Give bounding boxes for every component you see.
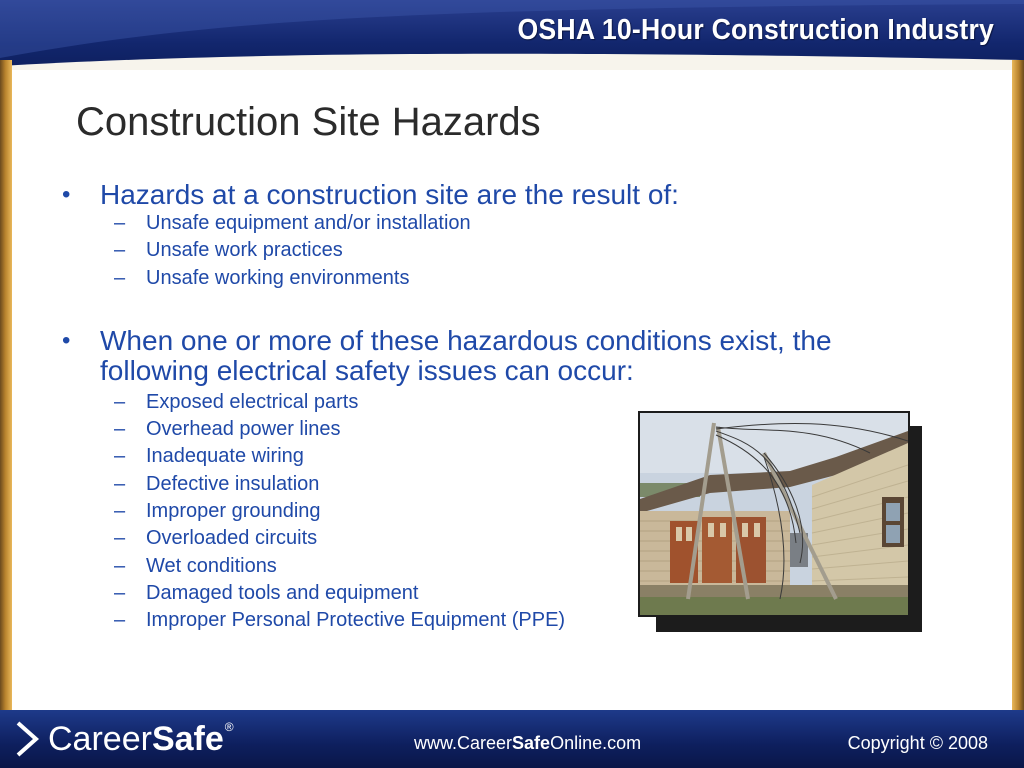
url-prefix: www.Career [414,733,513,753]
dash-glyph: – [114,212,126,234]
sub-item-text: Unsafe working environments [146,266,410,289]
sub-item-text: Overhead power lines [146,418,341,441]
dash-glyph: – [114,390,126,413]
sub-item-text: Inadequate wiring [146,445,304,468]
sub-item [62,237,942,264]
sub-item-text: Wet conditions [146,554,277,577]
bullet-item [62,326,942,386]
dash-glyph: – [114,472,126,495]
sub-item-text: Exposed electrical parts [146,390,359,413]
bullet-glyph: • [62,326,71,354]
footer-copyright: Copyright © 2008 [847,733,988,753]
right-decorative-stripe [1012,60,1024,710]
sub-item-text: Defective insulation [146,472,320,495]
bullet-glyph: • [62,181,71,208]
bullet-text: Hazards at a construction site are the result of: [100,179,679,210]
careersafe-logo [14,716,234,762]
dash-glyph: – [114,609,126,632]
dash-glyph: – [114,554,126,577]
course-title: OSHA 10-Hour Construction Industry [517,14,994,46]
chevron-right-icon [14,719,42,759]
construction-site-photo [638,411,910,617]
dash-glyph: – [114,500,126,523]
slide-title: Construction Site Hazards [76,100,541,144]
dash-glyph: – [114,418,126,441]
dash-glyph: – [114,445,126,468]
dash-glyph: – [114,266,126,289]
dash-glyph: – [114,527,126,550]
sub-item-text: Overloaded circuits [146,527,318,550]
footer-website-link[interactable] [414,733,641,754]
sub-item-text: Improper grounding [146,500,321,523]
logo-career-text: Career [48,719,152,758]
sub-item-text: Unsafe work practices [146,239,343,262]
registered-mark: ® [224,720,234,734]
house-with-downed-power-lines-image [640,413,908,615]
sub-item [62,210,942,237]
left-decorative-stripe [0,60,12,710]
dash-glyph: – [114,239,126,262]
bullet-text: When one or more of these hazardous conditions exist, the following electrical safety issues can occur: [100,324,832,386]
dash-glyph: – [114,581,126,604]
logo-safe-text: Safe [151,719,224,758]
url-bold: Safe [512,733,551,753]
sub-item-text: Damaged tools and equipment [146,581,419,604]
sub-item-text: Unsafe equipment and/or installation [146,212,471,234]
header-bar [0,0,1024,80]
url-suffix: Online.com [550,733,642,753]
spacer [62,292,942,326]
sub-item-text: Improper Personal Protective Equipment (PPE) [146,609,566,632]
bullet-item [62,180,942,210]
sub-item [62,265,942,292]
